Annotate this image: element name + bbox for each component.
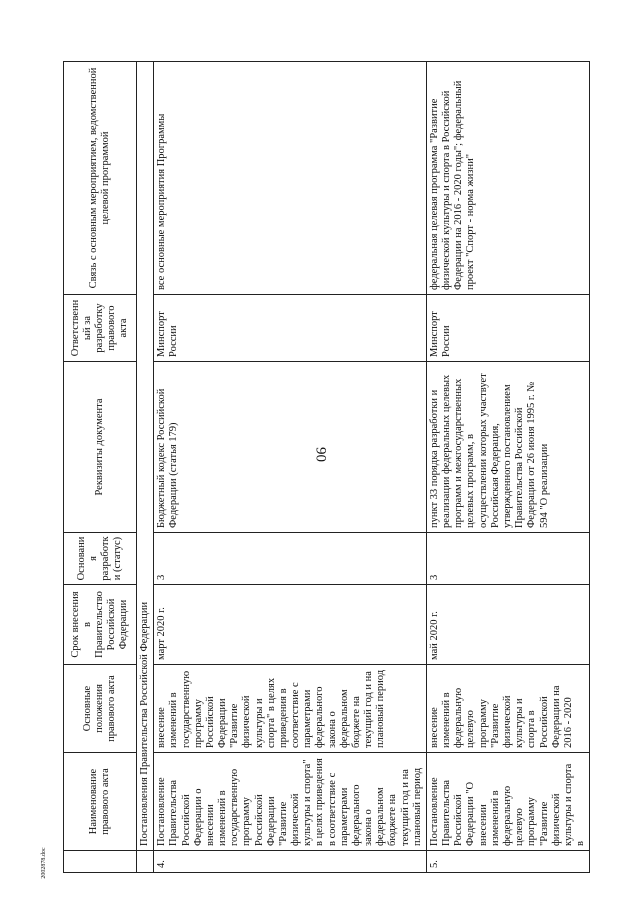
document-code: 2002878.doc: [41, 847, 47, 879]
row-requisites: пункт 33 порядка разработки и реализации федеральных целевых программ и межгосударственных целевых программ, в осуществлении которых участвует Российская Федерация, утвержденного постановлением Правительства Российской Федерации от 26 июня 1995 г. № 594 "О реализации: [426, 362, 589, 533]
row-provisions: внесение изменений в федеральную целевую программу "Развитие физической культуры и спорта в Российской Федерации на 2016 - 2020: [426, 665, 589, 753]
legal-acts-table: [63, 61, 590, 873]
rotated-page: [63, 62, 608, 873]
row-responsible: Минспорт России: [154, 295, 427, 362]
table-row: [154, 62, 427, 873]
row-link: все основные мероприятия Программы: [154, 62, 427, 295]
row-link: федеральная целевая программа "Развитие физической культуры и спорта в Российской Федерации на 2016 - 2020 годы"; федеральный проект "Спорт - норма жизни": [426, 62, 589, 295]
row-number: 5.: [426, 851, 589, 873]
page-number: 90: [312, 447, 329, 462]
section-row: [137, 62, 154, 873]
row-deadline: март 2020 г.: [154, 585, 427, 665]
table-row: [426, 62, 589, 873]
row-act-name: Постановление Правительства Российской Федерации "О внесении изменений в федеральную целевую программу "Развитие физической культуры и спорта в: [426, 753, 589, 851]
header-act-name: Наименование правового акта: [64, 753, 137, 851]
row-act-name: Постановление Правительства Российской Федерации о внесении изменений в государственную программу Российской Федерации "Развитие физической культуры и спорта" в целях приведения в соответствие с параметрами федерального закона о федеральном бюджете на текущий год и на плановый период: [154, 753, 427, 851]
row-basis: 3: [154, 533, 427, 585]
section-title: Постановления Правительства Российской Федерации: [137, 62, 154, 851]
header-deadline: Срок внесения в Правительство Российской Федерации: [64, 585, 137, 665]
row-provisions: внесение изменений в государственную программу Российской Федерации "Развитие физической культуры и спорта" в целях приведения в соответствие с параметрами федерального закона о федеральном бюджете на текущий год и на плановый период: [154, 665, 427, 753]
header-requisites: Реквизиты документа: [64, 362, 137, 533]
row-responsible: Минспорт России: [426, 295, 589, 362]
row-deadline: май 2020 г.: [426, 585, 589, 665]
row-basis: 3: [426, 533, 589, 585]
header-link: Связь с основным мероприятием, ведомственной целевой программой: [64, 62, 137, 295]
header-provisions: Основные положения правового акта: [64, 665, 137, 753]
table-header-row: [64, 62, 137, 873]
header-basis: Основания разработки (статус): [64, 533, 137, 585]
header-number: [64, 851, 137, 873]
header-responsible: Ответственный за разработку правового акта: [64, 295, 137, 362]
row-requisites: Бюджетный кодекс Российской Федерации (статья 179): [154, 362, 427, 533]
row-number: 4.: [154, 851, 427, 873]
